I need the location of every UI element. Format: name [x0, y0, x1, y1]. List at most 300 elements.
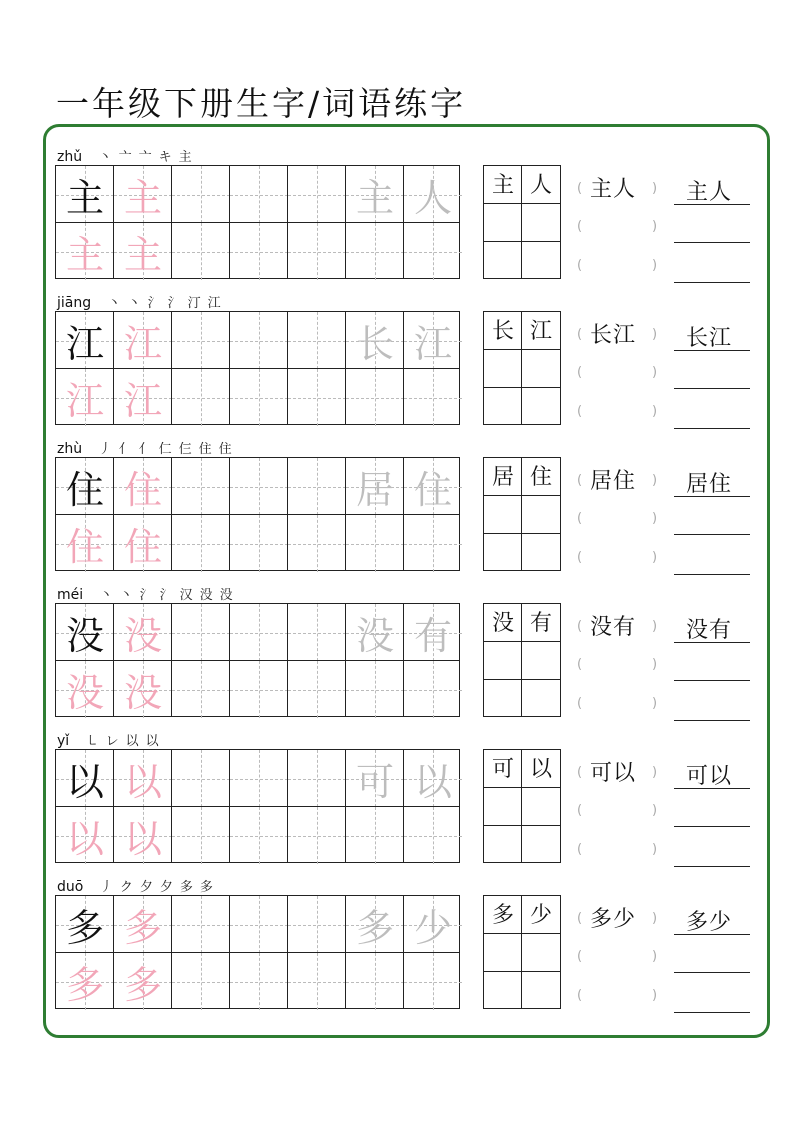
stroke-step: 丿 [98, 442, 112, 457]
paren-right: ) [652, 550, 658, 565]
paren-word: 可以 [590, 761, 637, 786]
guide-line-h [172, 341, 230, 342]
stroke-step: 以 [145, 734, 159, 749]
word-box-character: 住 [529, 465, 552, 490]
paren-right: ) [652, 988, 658, 1003]
grid-cell[interactable] [404, 750, 462, 807]
underline-word: 多少 [686, 910, 733, 935]
guide-line-h [172, 779, 230, 780]
guide-line-h [172, 487, 230, 488]
grid-cell[interactable] [404, 661, 462, 718]
writing-grid [55, 749, 460, 863]
grid-cell[interactable] [288, 166, 346, 223]
guide-line-h [346, 544, 404, 545]
stroke-step: 氵 [147, 296, 161, 311]
writing-grid [55, 603, 460, 717]
word-box-divider [521, 458, 522, 570]
writing-line[interactable] [674, 720, 750, 721]
stroke-order-row [57, 289, 221, 311]
pinyin-label: zhù [57, 441, 83, 457]
writing-line[interactable] [674, 680, 750, 681]
grid-cell[interactable] [56, 458, 114, 515]
grid-cell[interactable] [288, 750, 346, 807]
grid-cell[interactable] [230, 661, 288, 718]
trace-character: 主 [123, 233, 162, 277]
grid-divider [56, 368, 459, 369]
grid-cell[interactable] [114, 750, 172, 807]
word-box-divider [484, 971, 560, 972]
grid-cell[interactable] [172, 166, 230, 223]
guide-line-h [230, 544, 288, 545]
stroke-order-row [57, 143, 192, 165]
grid-cell[interactable] [172, 661, 230, 718]
underline-word: 主人 [686, 180, 733, 205]
grid-cell[interactable] [404, 458, 462, 515]
paren-right: ) [652, 404, 658, 419]
grid-cell[interactable] [288, 458, 346, 515]
grid-cell[interactable] [404, 369, 462, 426]
word-trace-character: 人 [413, 176, 452, 220]
grid-cell[interactable] [404, 896, 462, 953]
paren-left: ( [577, 803, 583, 818]
writing-line[interactable] [674, 826, 750, 827]
word-box-character: 有 [529, 611, 552, 636]
writing-line[interactable] [674, 388, 750, 389]
stroke-step: 住 [198, 442, 212, 457]
paren-left: ( [577, 657, 583, 672]
writing-line[interactable] [674, 534, 750, 535]
stroke-step: 丶 [127, 296, 141, 311]
paren-right: ) [652, 473, 658, 488]
practice-block [0, 289, 800, 435]
stroke-step: 汉 [179, 588, 193, 603]
grid-cell[interactable] [56, 750, 114, 807]
word-box-divider [484, 679, 560, 680]
grid-divider [56, 514, 459, 515]
stroke-step: 丶 [119, 588, 133, 603]
writing-line[interactable] [674, 204, 750, 205]
grid-cell[interactable] [346, 166, 404, 223]
trace-character: 没 [65, 671, 104, 715]
word-box-divider [484, 641, 560, 642]
grid-cell[interactable] [172, 896, 230, 953]
grid-cell[interactable] [56, 807, 114, 864]
grid-cell[interactable] [114, 458, 172, 515]
guide-line-h [230, 487, 288, 488]
model-character: 主 [65, 176, 104, 220]
stroke-step: 多 [179, 880, 193, 895]
stroke-step: 亠 [118, 150, 132, 165]
grid-cell[interactable] [56, 223, 114, 280]
guide-line-h [230, 982, 288, 983]
word-box-character: 主 [491, 173, 514, 198]
guide-line-h [172, 195, 230, 196]
guide-line-h [230, 836, 288, 837]
grid-cell[interactable] [114, 369, 172, 426]
stroke-step: 没 [199, 588, 213, 603]
paren-right: ) [652, 696, 658, 711]
paren-left: ( [577, 404, 583, 419]
word-trace-character: 以 [413, 760, 452, 804]
paren-left: ( [577, 219, 583, 234]
guide-line-h [230, 779, 288, 780]
word-box-character: 可 [491, 757, 514, 782]
writing-grid [55, 457, 460, 571]
writing-line[interactable] [674, 972, 750, 973]
stroke-step: 住 [218, 442, 232, 457]
grid-cell[interactable] [288, 807, 346, 864]
word-box [483, 311, 561, 425]
guide-line-h [404, 398, 462, 399]
stroke-step: 丶 [98, 150, 112, 165]
grid-cell[interactable] [230, 515, 288, 572]
grid-cell[interactable] [404, 312, 462, 369]
grid-cell[interactable] [288, 953, 346, 1010]
guide-line-h [346, 398, 404, 399]
grid-cell[interactable] [346, 807, 404, 864]
writing-grid [55, 311, 460, 425]
stroke-step: 氵 [139, 588, 153, 603]
writing-line[interactable] [674, 242, 750, 243]
grid-cell[interactable] [404, 223, 462, 280]
guide-line-h [172, 252, 230, 253]
guide-line-h [346, 690, 404, 691]
word-trace-character: 少 [413, 906, 452, 950]
guide-line-h [346, 982, 404, 983]
guide-line-h [288, 836, 346, 837]
guide-line-h [172, 690, 230, 691]
guide-line-h [230, 195, 288, 196]
pinyin-label: jiāng [57, 295, 92, 311]
grid-cell[interactable] [346, 312, 404, 369]
trace-character: 多 [123, 963, 162, 1007]
grid-cell[interactable] [172, 223, 230, 280]
paren-left: ( [577, 181, 583, 196]
writing-line[interactable] [674, 574, 750, 575]
grid-cell[interactable] [346, 223, 404, 280]
grid-cell[interactable] [114, 223, 172, 280]
word-box [483, 749, 561, 863]
model-character: 没 [65, 614, 104, 658]
grid-cell[interactable] [114, 312, 172, 369]
guide-line-h [230, 925, 288, 926]
trace-character: 江 [123, 379, 162, 423]
grid-cell[interactable] [288, 896, 346, 953]
underline-word: 居住 [686, 472, 733, 497]
paren-right: ) [652, 803, 658, 818]
grid-divider [56, 660, 459, 661]
word-trace-character: 多 [355, 906, 394, 950]
model-character: 以 [65, 760, 104, 804]
word-trace-character: 长 [355, 322, 394, 366]
paren-word: 主人 [590, 177, 637, 202]
guide-line-h [288, 398, 346, 399]
trace-character: 没 [123, 614, 162, 658]
stroke-step: 仨 [178, 442, 192, 457]
stroke-step: 氵 [167, 296, 181, 311]
guide-line-h [288, 195, 346, 196]
guide-line-h [288, 487, 346, 488]
grid-cell[interactable] [114, 807, 172, 864]
guide-line-h [288, 252, 346, 253]
trace-character: 多 [123, 906, 162, 950]
word-box-divider [484, 787, 560, 788]
guide-line-h [404, 836, 462, 837]
stroke-step: 主 [178, 150, 192, 165]
grid-divider [56, 806, 459, 807]
word-box-divider [484, 241, 560, 242]
grid-cell[interactable] [346, 953, 404, 1010]
paren-word: 多少 [590, 907, 637, 932]
word-box-character: 江 [529, 319, 552, 344]
paren-left: ( [577, 327, 583, 342]
guide-line-h [404, 544, 462, 545]
stroke-step: 以 [125, 734, 139, 749]
grid-cell[interactable] [56, 661, 114, 718]
paren-right: ) [652, 365, 658, 380]
grid-cell[interactable] [56, 515, 114, 572]
grid-cell[interactable] [346, 896, 404, 953]
guide-line-h [288, 544, 346, 545]
practice-block [0, 143, 800, 289]
grid-cell[interactable] [172, 458, 230, 515]
word-box-divider [521, 604, 522, 716]
pinyin-label: méi [57, 587, 84, 603]
grid-cell[interactable] [404, 515, 462, 572]
trace-character: 住 [65, 525, 104, 569]
grid-cell[interactable] [404, 953, 462, 1010]
grid-cell[interactable] [56, 604, 114, 661]
paren-word: 没有 [590, 615, 637, 640]
grid-cell[interactable] [346, 661, 404, 718]
paren-right: ) [652, 511, 658, 526]
word-box-divider [521, 166, 522, 278]
guide-line-h [230, 252, 288, 253]
word-box-divider [484, 387, 560, 388]
guide-line-h [172, 982, 230, 983]
grid-cell[interactable] [114, 661, 172, 718]
paren-left: ( [577, 842, 583, 857]
paren-left: ( [577, 911, 583, 926]
grid-cell[interactable] [172, 953, 230, 1010]
guide-line-h [288, 341, 346, 342]
grid-cell[interactable] [230, 750, 288, 807]
grid-cell[interactable] [172, 515, 230, 572]
stroke-step: 夕 [159, 880, 173, 895]
word-trace-character: 主 [355, 176, 394, 220]
trace-character: 江 [65, 379, 104, 423]
writing-line[interactable] [674, 866, 750, 867]
guide-line-h [288, 779, 346, 780]
grid-cell[interactable] [346, 369, 404, 426]
paren-left: ( [577, 473, 583, 488]
grid-cell[interactable] [172, 807, 230, 864]
paren-right: ) [652, 327, 658, 342]
paren-word: 居住 [590, 469, 637, 494]
writing-grid [55, 165, 460, 279]
grid-cell[interactable] [288, 312, 346, 369]
grid-cell[interactable] [230, 896, 288, 953]
word-trace-character: 江 [413, 322, 452, 366]
grid-cell[interactable] [346, 515, 404, 572]
stroke-step: 汀 [187, 296, 201, 311]
stroke-step: ク [119, 880, 133, 895]
grid-cell[interactable] [114, 896, 172, 953]
model-character: 江 [65, 322, 104, 366]
guide-line-h [288, 633, 346, 634]
writing-line[interactable] [674, 282, 750, 283]
grid-cell[interactable] [230, 458, 288, 515]
writing-line[interactable] [674, 934, 750, 935]
grid-cell[interactable] [114, 515, 172, 572]
paren-right: ) [652, 181, 658, 196]
practice-block [0, 727, 800, 873]
trace-character: 主 [65, 233, 104, 277]
paren-left: ( [577, 696, 583, 711]
underline-word: 没有 [686, 618, 733, 643]
writing-line[interactable] [674, 350, 750, 351]
guide-line-h [230, 633, 288, 634]
guide-line-h [172, 633, 230, 634]
grid-cell[interactable] [56, 166, 114, 223]
word-trace-character: 可 [355, 760, 394, 804]
word-box-divider [484, 825, 560, 826]
trace-character: 住 [123, 525, 162, 569]
grid-cell[interactable] [230, 166, 288, 223]
model-character: 多 [65, 906, 104, 950]
grid-cell[interactable] [288, 661, 346, 718]
grid-cell[interactable] [114, 166, 172, 223]
paren-right: ) [652, 258, 658, 273]
stroke-step: 仁 [158, 442, 172, 457]
word-box-character: 人 [529, 173, 552, 198]
grid-cell[interactable] [288, 369, 346, 426]
grid-cell[interactable] [114, 604, 172, 661]
paren-left: ( [577, 765, 583, 780]
pinyin-label: duō [57, 879, 84, 895]
pinyin-label: yǐ [57, 733, 70, 749]
word-box-divider [484, 533, 560, 534]
word-box-divider [484, 933, 560, 934]
grid-cell[interactable] [288, 223, 346, 280]
paren-right: ) [652, 619, 658, 634]
grid-cell[interactable] [288, 604, 346, 661]
paren-right: ) [652, 949, 658, 964]
trace-character: 江 [123, 322, 162, 366]
stroke-step: 氵 [159, 588, 173, 603]
word-trace-character: 住 [413, 468, 452, 512]
stroke-step: 江 [207, 296, 221, 311]
stroke-step: 亠 [138, 150, 152, 165]
word-box [483, 603, 561, 717]
guide-line-h [172, 544, 230, 545]
underline-word: 长江 [686, 326, 733, 351]
pinyin-label: zhǔ [57, 149, 83, 165]
stroke-step: 丶 [99, 588, 113, 603]
word-trace-character: 有 [413, 614, 452, 658]
guide-line-h [172, 925, 230, 926]
word-box-character: 居 [491, 465, 514, 490]
trace-character: 以 [65, 817, 104, 861]
paren-right: ) [652, 765, 658, 780]
grid-cell[interactable] [56, 369, 114, 426]
grid-cell[interactable] [172, 369, 230, 426]
grid-cell[interactable] [114, 953, 172, 1010]
word-box [483, 895, 561, 1009]
stroke-step: 夕 [139, 880, 153, 895]
grid-cell[interactable] [230, 604, 288, 661]
grid-cell[interactable] [404, 807, 462, 864]
trace-character: 没 [123, 671, 162, 715]
grid-cell[interactable] [346, 604, 404, 661]
stroke-order-row [57, 581, 233, 603]
word-box-character: 以 [529, 757, 552, 782]
stroke-step: 丶 [107, 296, 121, 311]
grid-cell[interactable] [230, 953, 288, 1010]
writing-line[interactable] [674, 428, 750, 429]
stroke-order-row [57, 727, 159, 749]
grid-cell[interactable] [288, 515, 346, 572]
paren-left: ( [577, 365, 583, 380]
word-box-divider [484, 203, 560, 204]
grid-cell[interactable] [172, 312, 230, 369]
underline-word: 可以 [686, 764, 733, 789]
word-box [483, 165, 561, 279]
trace-character: 主 [123, 176, 162, 220]
grid-cell[interactable] [172, 604, 230, 661]
grid-cell[interactable] [404, 166, 462, 223]
writing-line[interactable] [674, 788, 750, 789]
word-trace-character: 居 [355, 468, 394, 512]
grid-divider [56, 952, 459, 953]
paren-right: ) [652, 842, 658, 857]
grid-cell[interactable] [346, 750, 404, 807]
writing-line[interactable] [674, 496, 750, 497]
guide-line-h [288, 690, 346, 691]
grid-cell[interactable] [56, 896, 114, 953]
stroke-step: 没 [219, 588, 233, 603]
grid-cell[interactable] [404, 604, 462, 661]
grid-cell[interactable] [346, 458, 404, 515]
writing-line[interactable] [674, 642, 750, 643]
grid-cell[interactable] [230, 369, 288, 426]
grid-cell[interactable] [230, 223, 288, 280]
writing-line[interactable] [674, 1012, 750, 1013]
stroke-step: ㇄ [85, 734, 99, 749]
grid-cell[interactable] [56, 312, 114, 369]
model-character: 住 [65, 468, 104, 512]
page-title: 一年级下册生字/词语练字 [56, 84, 467, 123]
grid-cell[interactable] [172, 750, 230, 807]
stroke-step: 亻 [138, 442, 152, 457]
word-box-divider [484, 349, 560, 350]
word-box-divider [521, 312, 522, 424]
practice-block [0, 435, 800, 581]
stroke-step: 多 [199, 880, 213, 895]
guide-line-h [172, 836, 230, 837]
paren-right: ) [652, 911, 658, 926]
guide-line-h [230, 690, 288, 691]
grid-cell[interactable] [56, 953, 114, 1010]
guide-line-h [404, 982, 462, 983]
paren-left: ( [577, 619, 583, 634]
guide-line-h [288, 925, 346, 926]
grid-cell[interactable] [230, 312, 288, 369]
paren-right: ) [652, 657, 658, 672]
guide-line-h [404, 690, 462, 691]
grid-cell[interactable] [230, 807, 288, 864]
paren-left: ( [577, 988, 583, 1003]
